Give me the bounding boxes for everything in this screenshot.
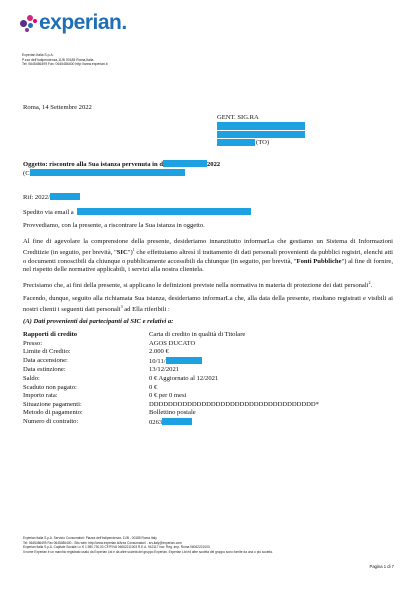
table-row (23, 392, 393, 401)
logo-dots-icon (18, 12, 40, 34)
fonti-pubbliche-term: Fonti Pubbliche (296, 257, 342, 265)
row-label: Limite di Credito: (23, 348, 71, 356)
redaction (163, 160, 207, 167)
row-label: Metodo di pagamento: (23, 409, 83, 417)
brand-name: experian. (39, 11, 127, 34)
table-row (23, 401, 393, 410)
redaction (50, 193, 80, 200)
table-row (23, 340, 393, 349)
paragraph-definitions: Precisiamo che, ai fini della presente, si applicano le definizioni previste nella normativa in materia di protezione dei dati personali$^2$. (23, 280, 373, 290)
p2-text: ") (127, 249, 133, 257)
row-label: Saldo: (23, 374, 40, 382)
p3-text: Precisiamo che, ai fini della presente, si applicano le definizioni previste nella normativa in materia di protezione dei dati personali (23, 282, 369, 290)
table-row (23, 357, 393, 367)
table-row (23, 366, 393, 375)
redaction (162, 418, 192, 425)
row-value (149, 357, 393, 367)
p4-text: Facendo, dunque, seguito alla richiamata Sua istanza, desideriamo informarLa che, alla data della presente, risultano registrati e visibili ai nostri clienti i seguenti dati personali (23, 295, 393, 314)
paragraph-intro: Provvediamo, con la presente, a riscontrare la Sua istanza in oggetto. (23, 222, 205, 229)
subject-paren-text: (C (23, 170, 30, 177)
paragraph-data: Facendo, dunque, seguito alla richiamata Sua istanza, desideriamo informarLa che, alla data della presente, risultano registrati e visibili ai nostri clienti i seguenti dati personali$^3$ ad Ella riferibili : (23, 295, 393, 314)
row-value: AGOS DUCATO (149, 339, 196, 347)
page-number: Pagina 1 di 7 (369, 564, 394, 569)
sender-block (22, 53, 108, 67)
row-label: Data estinzione: (23, 366, 66, 374)
sent-via-label: Spedito via email a (23, 209, 74, 216)
row-value (149, 418, 393, 428)
row-label: Presso: (23, 339, 43, 347)
row-value: 13/12/2021 (149, 366, 180, 374)
redaction (217, 122, 305, 130)
sender-line: Tel: 0645486499 Fax: 0645486400 http://www.experian.it (22, 62, 108, 67)
row-label: Importo rata: (23, 392, 58, 400)
row-value: Bollettino postale (149, 409, 196, 417)
sender-line: P.zza dell'Indipendenza,11/B 00185 Roma,Italia (22, 57, 94, 62)
credit-table (23, 331, 393, 428)
subject-year: 2022 (207, 161, 221, 168)
subject-label: Oggetto: riscontro alla Sua istanza pervenuta in d (23, 161, 163, 168)
recipient-salutation: GENT. SIG.RA (217, 114, 259, 121)
subject-paren (23, 169, 185, 178)
row-label: Situazione pagamenti: (23, 400, 82, 408)
footer-line: Experian Italia S.p.A. Capitale Sociale i.v. € 1.980.730,00 CF/P.IVA 06062211003 R.E.A. 942117 Iscr. Reg. Imp. Roma 06062221003 (23, 545, 210, 550)
row-value-text: 10/11/ (149, 357, 166, 365)
redaction (166, 357, 202, 364)
reference-label: Rif: 2022/ (23, 194, 50, 201)
table-row (23, 418, 393, 428)
table-row (23, 331, 393, 340)
p4-text: ad Ella riferibili : (122, 306, 170, 314)
redaction (217, 131, 305, 138)
footer-line: Tel: 0645486499 Fax 0645486400 - Sito web: http://www.experian.it/Area Consumatori/ - srv.italy@experian.com (23, 540, 182, 545)
row-value: 0 € Aggiornato al 12/2021 (149, 374, 219, 382)
row-value: 2.000 € (149, 348, 169, 356)
redaction (30, 169, 185, 176)
reference (23, 193, 80, 202)
experian-logo (18, 10, 138, 36)
p2-text: Al fine di agevolare la comprensione della presente, desideriamo innanzitutto informarLa che gestiamo un Sistema di Informazioni Creditizie (in seguito, per brevità, " (23, 238, 393, 257)
row-value: 0 € per 0 mesi (149, 392, 187, 400)
redaction (77, 208, 251, 215)
row-value: 0 € (149, 383, 158, 391)
subject-line (23, 160, 220, 169)
table-row (23, 348, 393, 357)
sent-via (23, 208, 251, 217)
table-row (23, 375, 393, 384)
sic-term: SIC (116, 249, 128, 257)
table-row (23, 384, 393, 393)
footer-line: Il nome Experian è un marchio registrato usato da Experian Ltd e da altre società del gruppo Experian. Experian Ltd ed altre società del gruppo sono fornite da una o più società. (23, 549, 273, 554)
table-row (23, 409, 393, 418)
row-value: DDDDDDDDDDDDDDDDDDDDDDDDDDDDDDDDDDD* (149, 400, 319, 408)
row-label: Rapporti di credito (23, 331, 78, 338)
recipient-city: (TO) (256, 139, 270, 146)
p2-text: che effettuiamo altresì il trattamento di dati personali provenienti da pubblici registri, elenchi atti o documenti conoscibili da chiunque o pubblicamente accessibili da chiunque (in seguito, per brevità, " (23, 249, 393, 265)
row-value: Carta di credito in qualità di Titolare (149, 331, 246, 338)
section-title: (A) Dati provenienti dai partecipanti al SIC e relativi a: (23, 318, 174, 325)
row-label: Scaduto non pagato: (23, 383, 77, 391)
row-value-text: 0263 (149, 418, 163, 426)
redaction (217, 139, 255, 146)
sender-line: Experian Italia S.p.A. (22, 53, 54, 57)
footer-line: Experian Italia S.p.A. Servizio Consumatori: Piazza dell'Indipendenza, 11/B - 00185 Roma Italy (23, 536, 157, 540)
footer (23, 536, 393, 554)
row-label: Numero di contratto: (23, 417, 79, 425)
p2-text: ") al fine di fornire, nel rispetto delle normative applicabili, i servizi alla nostra clientela. (23, 257, 393, 274)
letter-date: Roma, 14 Settembre 2022 (23, 104, 92, 111)
row-label: Data accensione: (23, 356, 68, 364)
paragraph-sic: Al fine di agevolare la comprensione della presente, desideriamo innanzitutto informarLa che gestiamo un Sistema di Informazioni Creditizie (in seguito, per brevità, "SIC")$^1$ che effettuiamo altresì il trattamento di dati personali provenienti da pubblici registri, elenchi atti o documenti conoscibili da chiunque o pubblicamente accessibili da chiunque (in seguito, per brevità, "Fonti Pubbliche") al fine di fornire, nel rispetto delle normative applicabili, i servizi alla nostra clientela. (23, 238, 393, 274)
